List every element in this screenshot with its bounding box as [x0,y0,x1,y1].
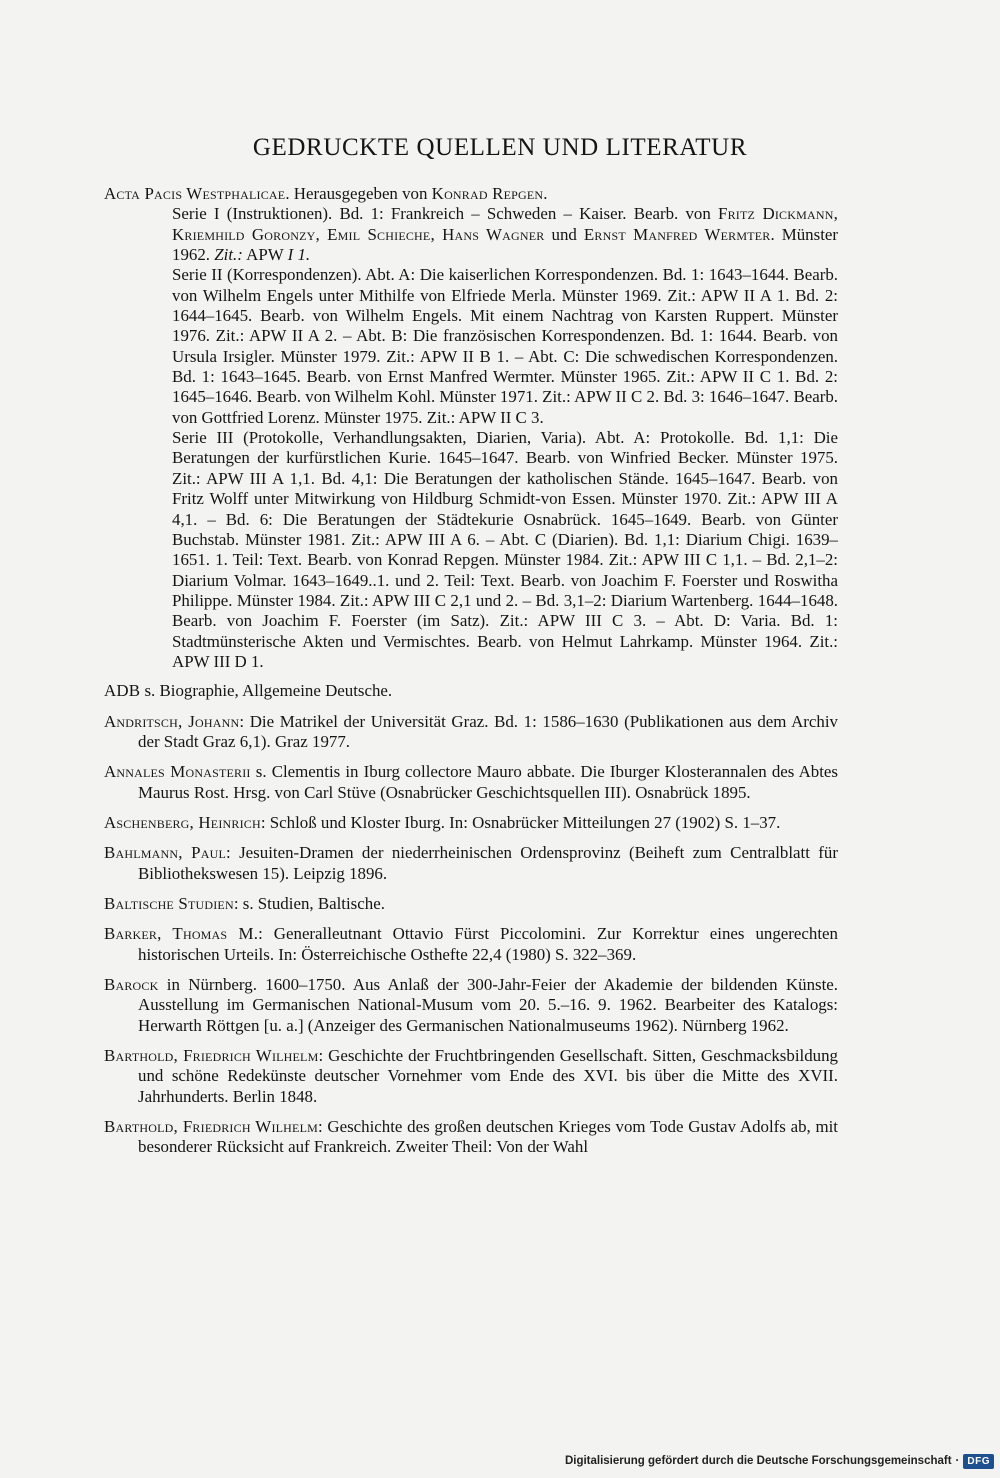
bib-entry [104,924,838,965]
editor-name: Konrad Repgen [431,184,544,203]
page-title: GEDRUCKTE QUELLEN UND LITERATUR [252,134,748,161]
series-text: Serie I (Instruktionen). Bd. 1: Frankreich – Schweden – Kaiser. Bearb. von [172,204,718,224]
bib-entry [104,975,838,1036]
entry-text: : Schloß und Kloster Iburg. In: Osnabrücker Mitteilungen 27 (1902) S. 1–37. [260,812,781,832]
entry-text: : Generalleutnant Ottavio Fürst Piccolomini. Zur Korrektur eines ungerechten historischen Urteils. In: Österreichische Osthefte 22,4 (1980) S. 322–369. [138,924,838,964]
series-text: und [544,224,584,244]
entry-author: Baltische Studien [104,894,234,913]
entry-text: : Die Matrikel der Universität Graz. Bd. 1: 1586–1630 (Publikationen aus dem Archiv der Stadt Graz 6,1). Graz 1977. [138,711,839,751]
entry-author: Barock [104,975,159,995]
entry-author: ADB [104,681,141,701]
bib-entry-acta [104,184,838,672]
entry-text: s. Biographie, Allgemeine Deutsche. [140,681,393,701]
bib-entry [104,762,838,803]
entry-text: : Geschichte des großen deutschen Krieges vom Tode Gustav Adolfs ab, mit besonderer Rücksicht auf Frankreich. Zweiter Theil: Von der Wahl [138,1117,838,1157]
bib-entry [104,813,838,833]
bib-entry [104,681,838,701]
series-editors: Fritz Dickmann, Kriemhild Goronzy, Emil Schieche, Hans Wagner [172,204,839,244]
citation-label: Zit.: [214,245,243,265]
bib-entry [104,712,838,753]
bibliography [104,184,838,1168]
series-editor: Ernst Manfred Wermter [583,224,771,244]
entry-author: Aschenberg, Heinrich [104,812,261,832]
entry-author: Acta Pacis Westphalicae [104,184,286,203]
entry-author: Barker, Thomas M. [104,924,259,944]
entry-author: Barthold, Friedrich Wilhelm [104,1046,319,1066]
entry-author: Barthold, Friedrich Wilhelm [104,1117,318,1137]
entry-author: Annales Monasterii [104,762,251,782]
series-three: Serie III (Protokolle, Verhandlungsakten, Diarien, Varia). Abt. A: Protokolle. Bd. 1,1: Die Beratungen der kurfürstlichen Kurie. 1645–1647. Bearb. von Winfried Becker. Münster 1975. Zit.: APW III A 1,1. Bd. 4,1: Die Beratungen der katholischen Stände. 1645–1647. Bearb. von Fritz Wolff unter Mitwirkung von Hildburg Schmidt-von Essen. Münster 1970. Zit.: APW III A 4,1. – Bd. 6: Die Beratungen der Städtekurie Osnabrück. 1645–1649. Bearb. von Günter Buchstab. Münster 1981. Zit.: APW III A 6. – Abt. C (Diarien). Bd. 1,1: Diarium Chigi. 1639–1651. 1. Teil: Text. Bearb. von Konrad Repgen. Münster 1984. Zit.: APW III C 1,1. – Bd. 2,1–2: Diarium Volmar. 1643–1649..1. und 2. Teil: Text. Bearb. von Joachim F. Foerster und Roswitha Philippe. Münster 1984. Zit.: APW III C 2,1 und 2. – Bd. 3,1–2: Diarium Wartenberg. 1644–1648. Bearb. von Joachim F. Foerster (im Satz). Zit.: APW III C 3. – Abt. D: Varia. Bd. 1: Stadtmünsterische Akten und Vermischtes. Bearb. von Helmut Lahrkamp. Münster 1964. Zit.: APW III D 1. [172,428,838,671]
entry-text: in Nürnberg. 1600–1750. Aus Anlaß der 300-Jahr-Feier der Akademie der bildenden Künste. Ausstellung im Germanischen National-Musum vom 20. 5.–16. 9. 1962. Bearbeiter des Katalogs: Herwarth Röttgen [u. a.] (Anzeiger des Germanischen Nationalmuseums 1962). Nürnberg 1962. [138,975,838,1035]
entry-punct: . [543,184,548,203]
dfg-logo: DFG [963,1454,994,1469]
series-one [138,204,838,265]
bib-entry [104,894,838,914]
bib-entry [104,1117,838,1158]
series-text: . Münster 1962. [172,224,839,265]
entry-list [104,681,838,1158]
entry-author: Bahlmann, Paul [104,843,227,863]
footer-separator: · [955,1455,960,1467]
entry-text: : s. Studien, Baltische. [233,894,385,913]
entry-author: Andritsch, Johann [104,711,240,731]
entry-text: : Jesuiten-Dramen der niederrheinischen Ordensprovinz (Beiheft zum Centralblatt für Bibliothekswesen 15). Leipzig 1896. [138,843,838,883]
citation-volume: I 1. [287,245,311,265]
bib-entry [104,843,838,884]
entry-text: . Herausgegeben von [285,184,432,203]
entry-text: : Geschichte der Fruchtbringenden Gesellschaft. Sitten, Geschmacksbildung und schöne Redekünste deutscher Vornehmer vom Ende des XVI. bis über die Mitte des XVII. Jahrhunderts. Berlin 1848. [138,1046,838,1106]
bib-entry [104,1046,838,1107]
footer-credit [565,1450,994,1472]
footer-text: Digitalisierung gefördert durch die Deutsche Forschungsgemeinschaft [564,1455,952,1467]
entry-text: s. Clementis in Iburg collectore Mauro abbate. Die Iburger Klosterannalen des Abtes Maurus Rost. Hrsg. von Carl Stüve (Osnabrücker Geschichtsquellen III). Osnabrück 1895. [138,762,838,802]
series-two: Serie II (Korrespondenzen). Abt. A: Die kaiserlichen Korrespondenzen. Bd. 1: 1643–1644. Bearb. von Wilhelm Engels unter Mithilfe von Elfriede Merla. Münster 1969. Zit.: APW II A 1. Bd. 2: 1644–1645. Bearb. von Wilhelm Engels. Mit einem Nachtrag von Karsten Ruppert. Münster 1976. Zit.: APW II A 2. – Abt. B: Die französischen Korrespondenzen. Bd. 1: 1644. Bearb. von Ursula Irsigler. Münster 1979. Zit.: APW II B 1. – Abt. C: Die schwedischen Korrespondenzen. Bd. 1: 1643–1645. Bearb. von Ernst Manfred Wermter. Münster 1965. Zit.: APW II C 1. Bd. 2: 1645–1646. Bearb. von Wilhelm Kohl. Münster 1971. Zit.: APW II C 2. Bd. 3: 1646–1647. Bearb. von Gottfried Lorenz. Münster 1975. Zit.: APW II C 3. [172,265,838,427]
citation-abbr: APW [242,245,288,265]
